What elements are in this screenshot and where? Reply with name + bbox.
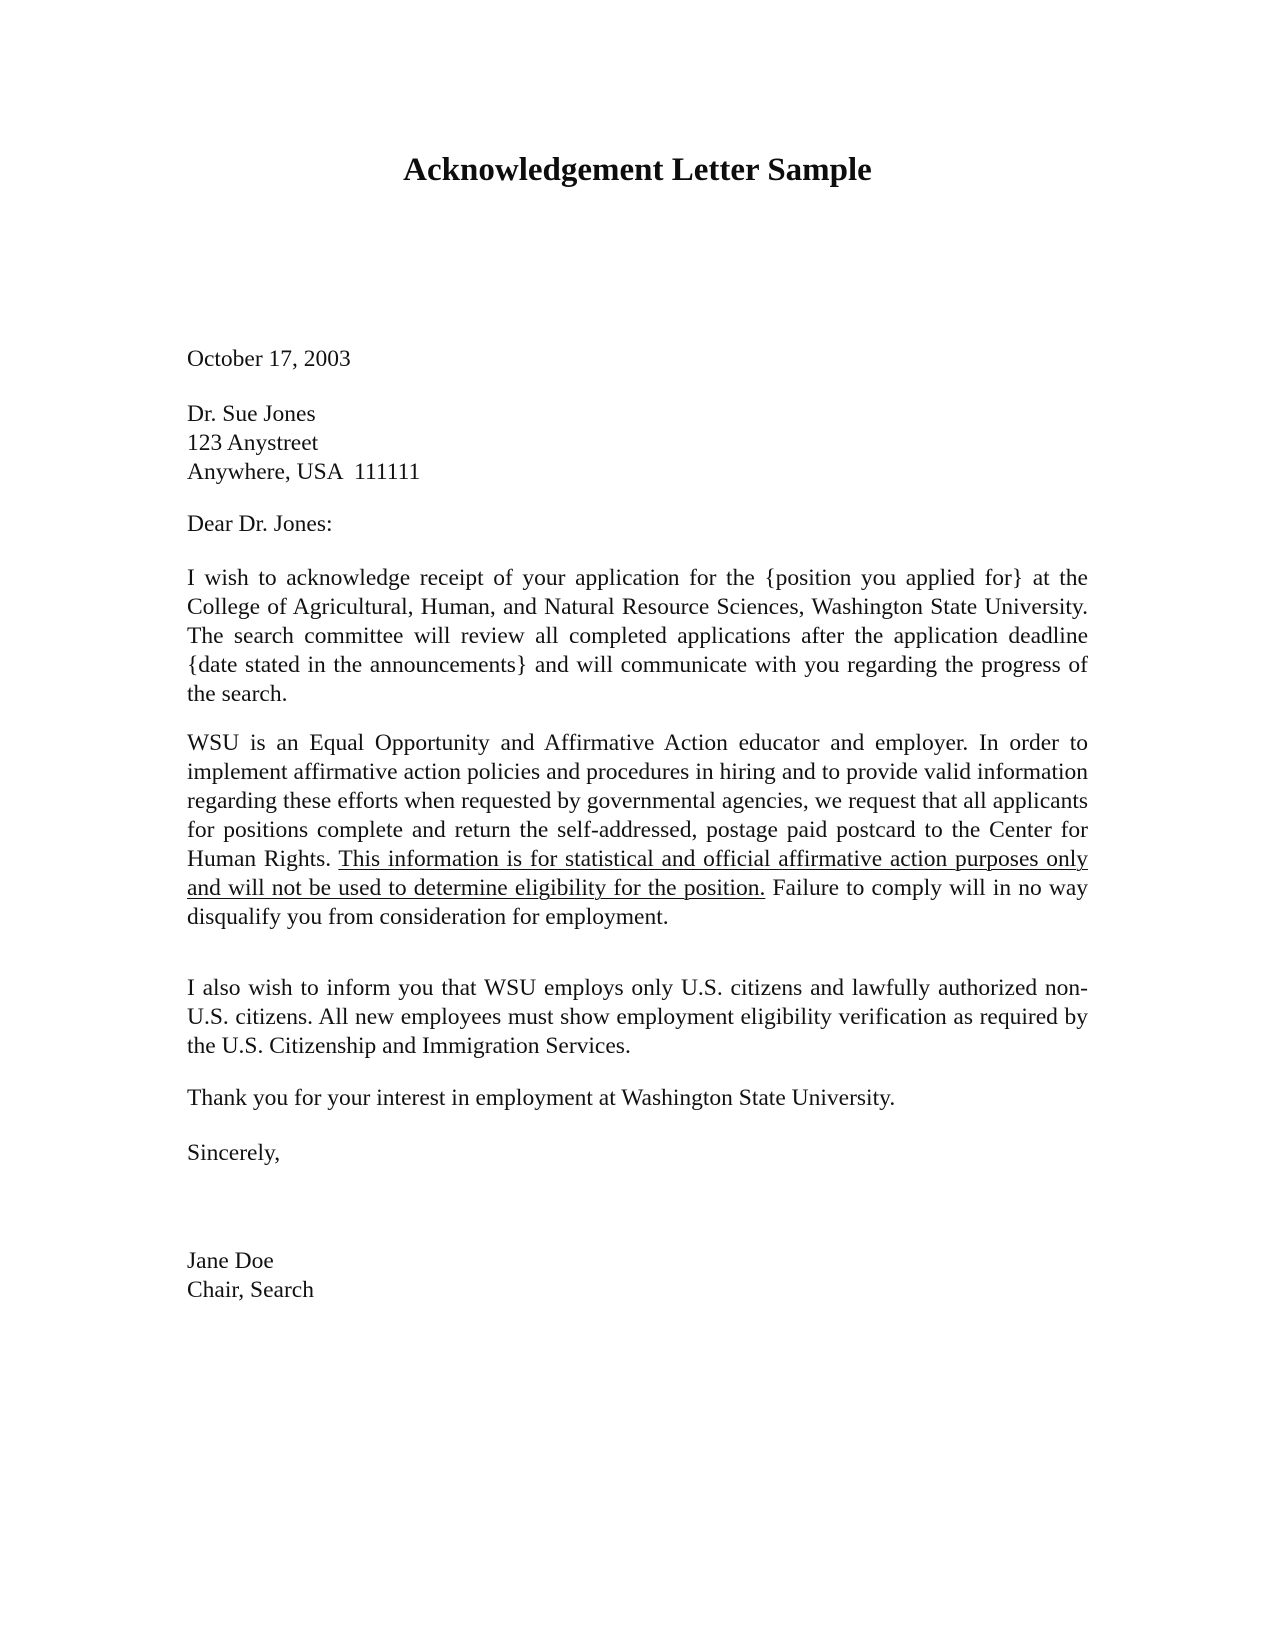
- paragraph-citizenship: I also wish to inform you that WSU employs only U.S. citizens and lawfully authorized non-U.S. citizens. All new employees must show employment eligibility verification as required by the U.S. Citizenship and Immigration Services.: [187, 975, 1088, 1059]
- salutation: Dear Dr. Jones:: [187, 511, 333, 537]
- eo-underlined-statement: This information is for statistical and official affirmative action purposes only and will not be used to determine eligibility for the position.: [187, 846, 1088, 901]
- eo-text-before: WSU is an Equal Opportunity and Affirmative Action educator and employer. In order to implement affirmative action policies and procedures in hiring and to provide valid information regarding these efforts when requested by governmental agencies, we request that all applicants for positions complete and return the self-addressed, postage paid postcard to the Center for Human Rights.: [187, 730, 1088, 872]
- signature-block: [187, 1247, 1088, 1305]
- signer-title: Chair, Search: [187, 1277, 314, 1303]
- paragraph-thank-you: Thank you for your interest in employment at Washington State University.: [187, 1085, 896, 1111]
- signer-name: Jane Doe: [187, 1248, 274, 1274]
- recipient-address: [187, 400, 1088, 487]
- page-title: Acknowledgement Letter Sample: [403, 152, 872, 188]
- closing: Sincerely,: [187, 1140, 281, 1166]
- recipient-name: Dr. Sue Jones: [187, 401, 316, 427]
- recipient-street: 123 Anystreet: [187, 430, 319, 456]
- recipient-city: Anywhere, USA 111111: [187, 459, 421, 485]
- paragraph-equal-opportunity: [187, 729, 1088, 932]
- paragraph-acknowledgement: I wish to acknowledge receipt of your application for the {position you applied for} at the College of Agricultural, Human, and Natural Resource Sciences, Washington State University. The search committee will review all completed applications after the application deadline {date stated in the announcements} and will communicate with you regarding the progress of the search.: [187, 565, 1088, 707]
- eo-text-after: Failure to comply will in no way disqualify you from consideration for employment.: [187, 875, 1088, 930]
- letter-date: October 17, 2003: [187, 346, 351, 372]
